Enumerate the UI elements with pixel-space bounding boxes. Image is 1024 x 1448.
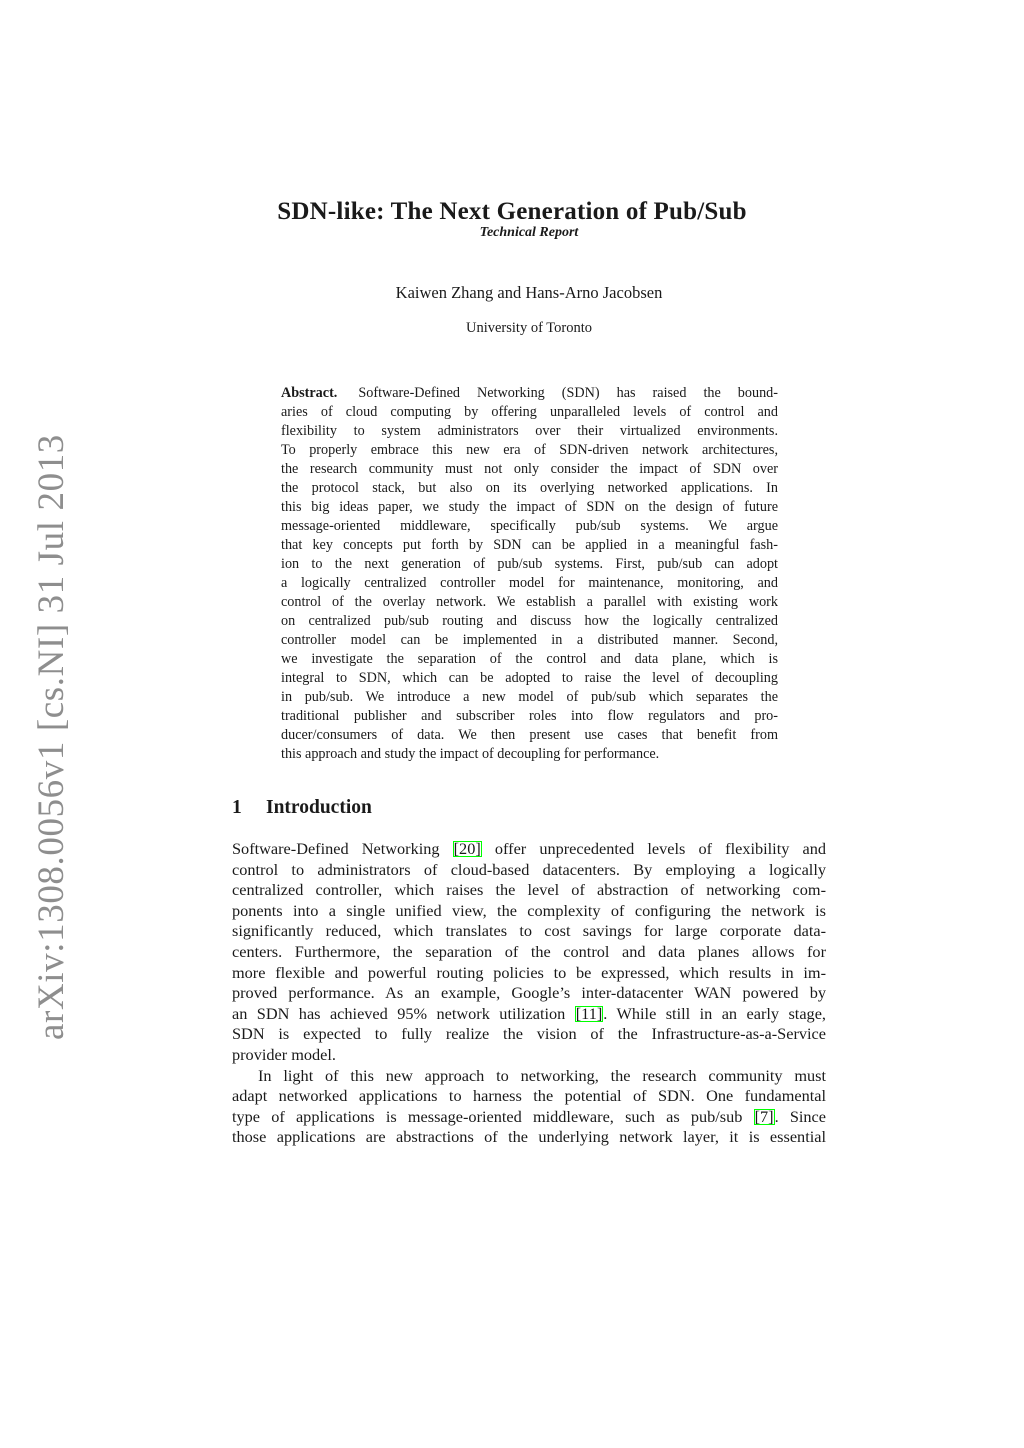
arxiv-identifier-stamp: arXiv:1308.0056v1 [cs.NI] 31 Jul 2013 [31, 434, 72, 1040]
body-text: Software-Defined Networking [232, 839, 453, 858]
body-line [232, 839, 826, 860]
section-title: Introduction [266, 797, 372, 818]
body-line: provider model. [232, 1044, 336, 1064]
abstract-line: a logically centralized controller model for maintenance, monitoring, and [281, 575, 778, 591]
body-text: type of applications is message-oriented middleware, such as pub/sub [232, 1106, 754, 1126]
body-line: control to administrators of cloud-based datacenters. By employing a logically [232, 859, 826, 879]
section-number: 1 [232, 797, 242, 818]
body-line: adapt networked applications to harness the potential of SDN. One fundamental [232, 1086, 826, 1106]
body-line: ponents into a single unified view, the complexity of configuring the network is [232, 900, 826, 920]
body-line: significantly reduced, which translates to cost savings for large corporate data- [232, 921, 826, 941]
abstract-line: the protocol stack, but also on its overlying networked applications. In [281, 480, 778, 496]
abstract-line: ion to the next generation of pub/sub systems. First, pub/sub can adopt [281, 556, 778, 572]
body-line: SDN is expected to fully realize the vision of the Infrastructure-as-a-Service [232, 1024, 826, 1044]
abstract-text: Software-Defined Networking (SDN) has raised the bound- [358, 385, 778, 401]
abstract-line: traditional publisher and subscriber roles into flow regulators and pro- [281, 708, 778, 724]
abstract-line: message-oriented middleware, specifically pub/sub systems. We argue [281, 518, 778, 534]
citation-link[interactable]: [7] [754, 1106, 774, 1126]
body-line: proved performance. As an example, Google’s inter-datacenter WAN powered by [232, 983, 826, 1003]
body-text: . While still in an early stage, [603, 1003, 826, 1023]
abstract-line: ducer/consumers of data. We then present use cases that benefit from [281, 727, 778, 743]
body-line: centralized controller, which raises the level of abstraction of networking com- [232, 880, 826, 900]
paper-affiliation: University of Toronto [466, 320, 592, 336]
body-line [232, 1107, 826, 1128]
abstract-line: this big ideas paper, we study the impact of SDN on the design of future [281, 499, 778, 515]
body-line: In light of this new approach to networking, the research community must [258, 1065, 826, 1085]
paper-title: SDN-like: The Next Generation of Pub/Sub [277, 198, 747, 225]
paper-authors: Kaiwen Zhang and Hans-Arno Jacobsen [395, 283, 663, 302]
abstract-line: on centralized pub/sub routing and discuss how the logically centralized [281, 613, 778, 629]
abstract-line: in pub/sub. We introduce a new model of pub/sub which separates the [281, 689, 778, 705]
abstract-line: aries of cloud computing by offering unparalleled levels of control and [281, 404, 778, 420]
body-line: more flexible and powerful routing policies to be expressed, which results in im- [232, 962, 826, 982]
body-text: offer unprecedented levels of flexibility and [481, 839, 826, 858]
abstract-line: control of the overlay network. We establish a parallel with existing work [281, 594, 778, 610]
paper-subtitle: Technical Report [479, 225, 579, 240]
body-line [232, 1004, 826, 1025]
abstract-line: the research community must not only consider the impact of SDN over [281, 461, 778, 477]
body-text: an SDN has achieved 95% network utilization [232, 1003, 575, 1023]
body-text: . Since [774, 1106, 827, 1126]
abstract-line: flexibility to system administrators over their virtualized environments. [281, 423, 778, 439]
body-line: centers. Furthermore, the separation of the control and data planes allows for [232, 941, 826, 961]
citation-link[interactable]: [20] [453, 839, 481, 858]
abstract-line: we investigate the separation of the control and data plane, which is [281, 651, 778, 667]
section-heading [232, 796, 372, 820]
abstract-line [281, 384, 778, 403]
abstract-heading: Abstract. [281, 385, 338, 401]
section-body [232, 839, 826, 1148]
body-line: those applications are abstractions of the underlying network layer, it is essential [232, 1127, 826, 1147]
abstract-line: that key concepts put forth by SDN can be applied in a meaningful fash- [281, 537, 778, 553]
abstract-line: this approach and study the impact of decoupling for performance. [281, 746, 660, 762]
abstract-line: integral to SDN, which can be adopted to raise the level of decoupling [281, 670, 778, 686]
citation-link[interactable]: [11] [575, 1003, 603, 1023]
abstract-line: controller model can be implemented in a distributed manner. Second, [281, 632, 778, 648]
abstract [281, 384, 778, 764]
abstract-line: To properly embrace this new era of SDN-driven network architectures, [281, 442, 778, 458]
